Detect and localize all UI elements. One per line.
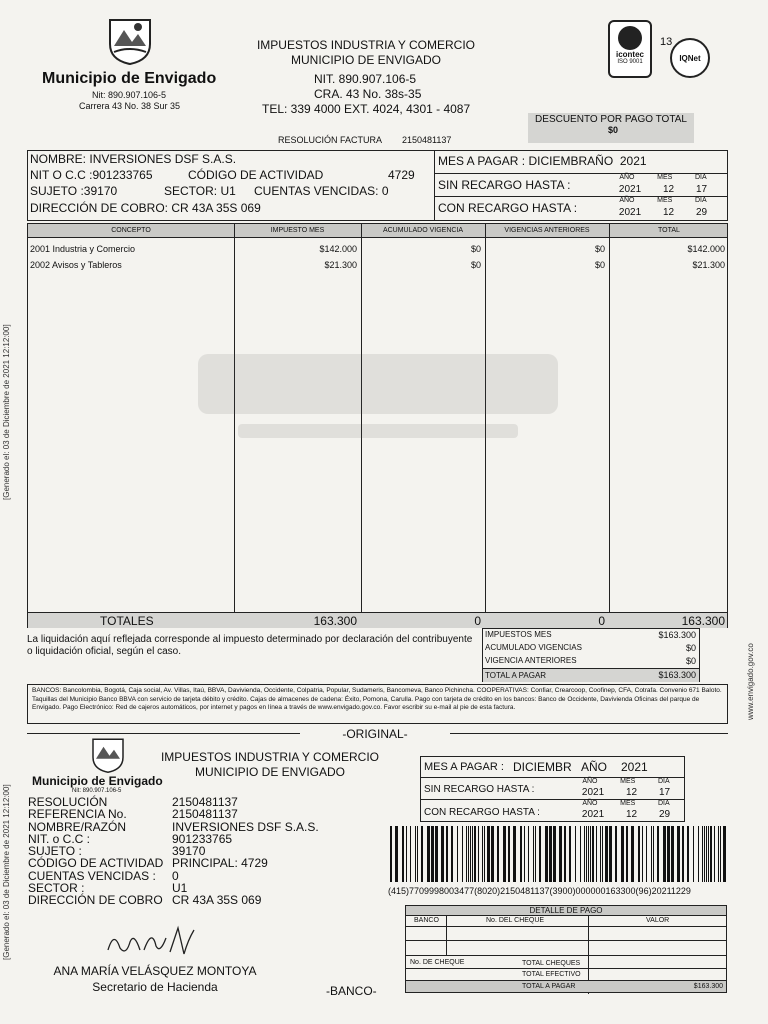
barcode-bar — [708, 826, 709, 882]
barcode-bar — [702, 826, 703, 882]
barcode-bar — [468, 826, 469, 882]
stub-value-name: INVERSIONES DSF S.A.S. — [172, 819, 319, 834]
certificate-number: 13 — [660, 36, 673, 48]
barcode-bar — [406, 826, 407, 882]
barcode-bar — [596, 826, 597, 882]
summary-prev-label: VIGENCIA ANTERIORES — [485, 656, 577, 665]
stub-label-name: NOMBRE/RAZÓN — [28, 819, 127, 834]
overdue-label: CUENTAS VENCIDAS: — [254, 184, 379, 198]
row2-total: $21.300 — [692, 260, 725, 270]
col-concept: CONCEPTO — [111, 227, 151, 234]
sector-label: SECTOR: — [164, 184, 218, 198]
taxpayer-address: CR 43A 35S 069 — [171, 201, 261, 215]
stub-no-surcharge-label: SIN RECARGO HASTA : — [424, 784, 535, 795]
municipality-nit: Nit: 890.907.106-5 — [92, 90, 167, 100]
row2-prev: $0 — [594, 260, 605, 270]
signer-name: ANA MARÍA VELÁSQUEZ MONTOYA — [53, 964, 257, 978]
barcode-bar — [586, 826, 587, 882]
summary-tax-label: IMPUESTOS MES — [485, 630, 552, 639]
barcode-bar — [487, 826, 490, 882]
subject-label: SUJETO : — [30, 184, 84, 198]
stub-year-label: AÑO — [581, 760, 608, 774]
detail-col-check: No. DEL CHEQUE — [486, 917, 545, 924]
municipality-name: Municipio de Envigado — [42, 70, 217, 87]
col-year-2: AÑO — [619, 197, 635, 204]
barcode-bar — [569, 826, 571, 882]
barcode-bar — [474, 826, 476, 882]
barcode-bar — [395, 826, 398, 882]
stub-value-reference: 2150481137 — [172, 807, 238, 822]
barcode-bar — [667, 826, 670, 882]
barcode-bar — [638, 826, 640, 882]
total-checks-label: TOTAL CHEQUES — [522, 960, 581, 967]
payment-detail-box — [405, 905, 727, 993]
stub-value-nit: 901233765 — [172, 831, 233, 846]
envigado-coat-of-arms-logo — [106, 16, 154, 66]
summary-total-label: TOTAL A PAGAR — [485, 671, 547, 680]
row1-tax: $142.000 — [319, 244, 357, 254]
barcode-bar — [693, 826, 694, 882]
barcode-bar — [621, 826, 624, 882]
stub-muni-nit: Nit: 890.907.106-5 — [72, 788, 122, 794]
barcode-bar — [710, 826, 712, 882]
barcode-bar — [651, 826, 652, 882]
month-label: MES A PAGAR : DICIEMBR — [438, 154, 588, 168]
check-number-label: No. DE CHEQUE — [410, 959, 465, 966]
barcode-bar — [600, 826, 601, 882]
barcode-bar — [415, 826, 416, 882]
row1-prev: $0 — [594, 244, 605, 254]
date1-year: 2021 — [618, 184, 642, 195]
generated-timestamp-side-stub: [Generado el: 03 de Diciembre de 2021 12:12:00] — [2, 784, 11, 960]
stub-value-activity: PRINCIPAL: 4729 — [172, 856, 268, 871]
barcode-bar — [417, 826, 418, 882]
barcode-bar — [441, 826, 444, 882]
barcode-bar — [497, 826, 499, 882]
stub-value-sector: U1 — [172, 881, 188, 896]
barcode-bar — [435, 826, 438, 882]
barcode-bar — [535, 826, 536, 882]
date2-month: 12 — [662, 207, 675, 218]
stub-total-pay-label: TOTAL A PAGAR — [522, 983, 576, 990]
total-total: 163.300 — [681, 614, 725, 628]
barcode-bar — [646, 826, 647, 882]
discount-box — [528, 113, 694, 143]
col-month-2: MES — [657, 197, 673, 204]
stub-label-activity: CÓDIGO DE ACTIVIDAD — [28, 856, 164, 871]
col-accumulated: ACUMULADO VIGENCIA — [382, 227, 464, 234]
overdue-value: 0 — [381, 184, 389, 198]
signer-title: Secretario de Hacienda — [92, 980, 218, 994]
barcode-bar — [706, 826, 707, 882]
date1-day: 17 — [695, 184, 708, 195]
iqnet-seal-icon — [670, 38, 710, 78]
signature-image — [104, 920, 200, 960]
stub-label-nit: NIT. o C.C : — [28, 831, 91, 846]
barcode-bar — [410, 826, 411, 882]
col-month: MES — [657, 174, 673, 181]
totals-row — [28, 612, 727, 628]
barcode-bar — [503, 826, 506, 882]
discount-value: $0 — [608, 125, 619, 135]
barcode-bar — [462, 826, 463, 882]
sector-value: U1 — [220, 184, 236, 198]
icontec-certification-badge — [608, 20, 652, 78]
municipality-address: Carrera 43 No. 38 Sur 35 — [79, 101, 181, 111]
icontec-label: icontec — [615, 50, 644, 59]
doc-title-2: MUNICIPIO DE ENVIGADO — [290, 53, 442, 67]
barcode-bar — [478, 826, 479, 882]
totals-label: TOTALES — [100, 614, 154, 628]
stub-surcharge-label: CON RECARGO HASTA : — [424, 807, 540, 818]
generated-timestamp-side: [Generado el: 03 de Diciembre de 2021 12:12:00] — [2, 324, 11, 500]
barcode-bar — [653, 826, 654, 882]
barcode-bar — [564, 826, 566, 882]
barcode-bar — [451, 826, 453, 882]
barcode-bar — [559, 826, 562, 882]
barcode-bar — [605, 826, 608, 882]
stub-col-month: MES — [620, 778, 636, 785]
stub-col-day: DIA — [657, 778, 670, 785]
barcode-bar — [545, 826, 548, 882]
summary-accum-label: ACUMULADO VIGENCIAS — [485, 643, 582, 652]
iqnet-label: IQNet — [679, 54, 701, 63]
surcharge-label: CON RECARGO HASTA : — [438, 201, 578, 215]
barcode-bar — [720, 826, 721, 882]
total-cash-label: TOTAL EFECTIVO — [522, 971, 581, 978]
taxpayer-name: INVERSIONES DSF S.A.S. — [89, 152, 237, 166]
summary-prev-value: $0 — [685, 656, 696, 666]
address-label: DIRECCIÓN DE COBRO: — [30, 201, 169, 215]
stub-muni-name: Municipio de Envigado — [32, 774, 163, 788]
activity-label: CÓDIGO DE ACTIVIDAD — [188, 168, 324, 182]
barcode-bar — [553, 826, 556, 882]
header-address: CRA. 43 No. 38s-35 — [314, 87, 422, 101]
barcode-bar — [484, 826, 485, 882]
summary-box — [482, 628, 700, 682]
row1-total: $142.000 — [687, 244, 725, 254]
stub-coat-of-arms-logo — [90, 736, 126, 774]
doc-title-1: IMPUESTOS INDUSTRIA Y COMERCIO — [256, 38, 476, 52]
barcode-bar — [657, 826, 659, 882]
barcode-bar — [431, 826, 434, 882]
barcode-bar — [427, 826, 430, 882]
icontec-logo-icon — [618, 26, 642, 50]
detail-col-bank: BANCO — [414, 917, 439, 924]
nit-label: NIT O C.C : — [30, 168, 93, 182]
summary-total-value: $163.300 — [658, 670, 696, 680]
barcode-bar — [491, 826, 494, 882]
barcode-bar — [528, 826, 529, 882]
faded-watermark-logo — [178, 334, 578, 454]
subject-value: 39170 — [83, 184, 118, 198]
row2-tax: $21.300 — [324, 260, 357, 270]
barcode-bar — [402, 826, 404, 882]
stub-value-resolution: 2150481137 — [172, 795, 238, 809]
year-label: AÑO — [587, 154, 614, 168]
barcode-bar — [539, 826, 541, 882]
stub-d2-month: 12 — [625, 809, 638, 820]
barcode-bar — [677, 826, 680, 882]
year-value: 2021 — [619, 154, 647, 168]
date2-year: 2021 — [618, 207, 642, 218]
barcode-bar — [687, 826, 689, 882]
summary-tax-value: $163.300 — [658, 630, 696, 640]
barcode-bar — [663, 826, 666, 882]
barcode-bar — [482, 826, 483, 882]
stub-month-label: MES A PAGAR : — [424, 761, 504, 773]
stub-col-year-2: AÑO — [582, 800, 598, 807]
detail-title: DETALLE DE PAGO — [406, 906, 726, 915]
stub-label-subject: SUJETO : — [28, 844, 82, 859]
no-surcharge-label: SIN RECARGO HASTA : — [438, 178, 571, 192]
stub-d1-month: 12 — [625, 787, 638, 798]
stub-label-sector: SECTOR : — [28, 881, 85, 896]
barcode-bar — [609, 826, 612, 882]
stub-label-address: DIRECCIÓN DE COBRO — [28, 893, 163, 908]
summary-accum-value: $0 — [685, 643, 696, 653]
stub-value-overdue: 0 — [172, 868, 179, 883]
stub-title-2: MUNICIPIO DE ENVIGADO — [194, 765, 346, 779]
barcode-bar — [584, 826, 585, 882]
taxpayer-nit: 901233765 — [92, 168, 153, 182]
iso-label: ISO 9001 — [617, 59, 643, 65]
barcode-bar — [631, 826, 634, 882]
original-label: -ORIGINAL- — [342, 727, 408, 741]
website-side: www.envigado.gov.co — [746, 643, 755, 720]
col-day-2: DIA — [694, 197, 707, 204]
stub-field-labels — [28, 796, 163, 907]
barcode-bar — [524, 826, 525, 882]
barcode-bar — [575, 826, 576, 882]
barcode-bar — [580, 826, 581, 882]
bank-copy-label: -BANCO- — [326, 984, 377, 998]
barcode-bar — [470, 826, 471, 882]
barcode-bar — [457, 826, 458, 882]
barcode-bar — [704, 826, 705, 882]
barcode-bar — [446, 826, 448, 882]
row2-accum: $0 — [470, 260, 481, 270]
stub-year-value: 2021 — [621, 760, 648, 774]
barcode-bar — [615, 826, 617, 882]
barcode-bar — [472, 826, 473, 882]
barcode-bar — [590, 826, 591, 882]
header-nit: NIT. 890.907.106-5 — [314, 72, 417, 86]
stub-label-reference: REFERENCIA No. — [28, 807, 127, 822]
stub-total-pay-value: $163.300 — [693, 983, 723, 990]
banks-text: BANCOS: Bancolombia, Bogotá, Caja social, Av. Villas, Itaú, BBVA, Davivienda, Occidente, Colpatria, Popular, Sudameris, Bancomeva, Banco Pichincha. COOPERATIVAS: Confiar, Crearcoop, Coofinep, CFA, Cotrafa. Convenio 671 Baloto. Taquillas del Municipio Banco BBVA con servicio de tarjeta débito y crédito. Cajas de almacenes de cadena: Éxito, Pomona, Carulla. Pago con tarjeta de crédito en los bancos: Banco de Occidente, Davivienda Oficinas del parque de Envigado. Pago Electrónico: Red de cajeros automáticos, por internet y pagos en línea a través de www.envigado.gov.co. Favor escribir su e-mail al pie de esta factura. — [32, 687, 722, 711]
col-year: AÑO — [619, 174, 635, 181]
barcode-bar — [508, 826, 510, 882]
barcode-bar — [698, 826, 699, 882]
stub-value-subject: 39170 — [172, 844, 206, 859]
total-tax: 163.300 — [313, 614, 357, 628]
total-prev: 0 — [598, 614, 605, 628]
barcode-bar — [626, 826, 628, 882]
total-accum: 0 — [474, 614, 481, 628]
activity-code: 4729 — [388, 168, 415, 182]
row1-concept: 2001 Industria y Comercio — [30, 244, 136, 254]
stub-title-1: IMPUESTOS INDUSTRIA Y COMERCIO — [160, 750, 380, 764]
barcode-bar — [513, 826, 516, 882]
barcode-bar — [466, 826, 467, 882]
detail-col-value: VALOR — [646, 917, 670, 924]
stub-d2-year: 2021 — [581, 809, 605, 820]
concept-table — [27, 223, 728, 628]
barcode-bar — [533, 826, 534, 882]
barcode-bar — [592, 826, 594, 882]
col-tax-month: IMPUESTO MES — [270, 227, 325, 234]
col-previous: VIGENCIAS ANTERIORES — [504, 227, 590, 234]
payment-barcode — [388, 826, 728, 882]
barcode-bar — [421, 826, 423, 882]
resolution-label: RESOLUCIÓN FACTURA — [278, 135, 383, 145]
stub-col-year: AÑO — [582, 778, 598, 785]
row1-accum: $0 — [470, 244, 481, 254]
liquidation-note: La liquidación aquí reflejada corresponde al impuesto determinado por declaración del contribuyente o liquidación oficial, según el caso. — [27, 634, 473, 657]
discount-label: DESCUENTO POR PAGO TOTAL — [535, 114, 687, 125]
barcode-bar — [390, 826, 392, 882]
barcode-bar — [520, 826, 522, 882]
stub-value-address: CR 43A 35S 069 — [172, 893, 262, 908]
name-label: NOMBRE: — [30, 152, 87, 166]
barcode-bar — [549, 826, 552, 882]
date2-day: 29 — [695, 207, 708, 218]
barcode-bar — [588, 826, 589, 882]
stub-month-value: DICIEMBR — [513, 760, 572, 774]
stub-label-resolution: RESOLUCIÓN — [28, 795, 108, 809]
col-day: DIA — [694, 174, 707, 181]
barcode-bar — [602, 826, 603, 882]
barcode-bar — [671, 826, 674, 882]
header-phone: TEL: 339 4000 EXT. 4024, 4301 - 4087 — [262, 102, 471, 116]
date1-month: 12 — [662, 184, 675, 195]
stub-col-day-2: DIA — [657, 800, 670, 807]
stub-d2-day: 29 — [658, 809, 671, 820]
barcode-bar — [642, 826, 643, 882]
barcode-bar — [682, 826, 684, 882]
banks-box — [27, 684, 728, 724]
barcode-bar — [723, 826, 726, 882]
barcode-text: (415)7709998003477(8020)2150481137(3900)000000163300(96)20211229 — [388, 886, 691, 896]
resolution-number: 2150481137 — [402, 135, 452, 145]
row2-concept: 2002 Avisos y Tableros — [30, 260, 122, 270]
stub-d1-day: 17 — [658, 787, 671, 798]
stub-d1-year: 2021 — [581, 787, 605, 798]
taxpayer-info-box — [27, 150, 728, 221]
stub-col-month-2: MES — [620, 800, 636, 807]
barcode-bar — [714, 826, 715, 882]
stub-field-values — [172, 796, 319, 907]
col-total: TOTAL — [658, 227, 680, 234]
barcode-bar — [718, 826, 719, 882]
stub-label-overdue: CUENTAS VENCIDAS : — [28, 868, 156, 883]
stub-dates-box — [420, 756, 685, 822]
